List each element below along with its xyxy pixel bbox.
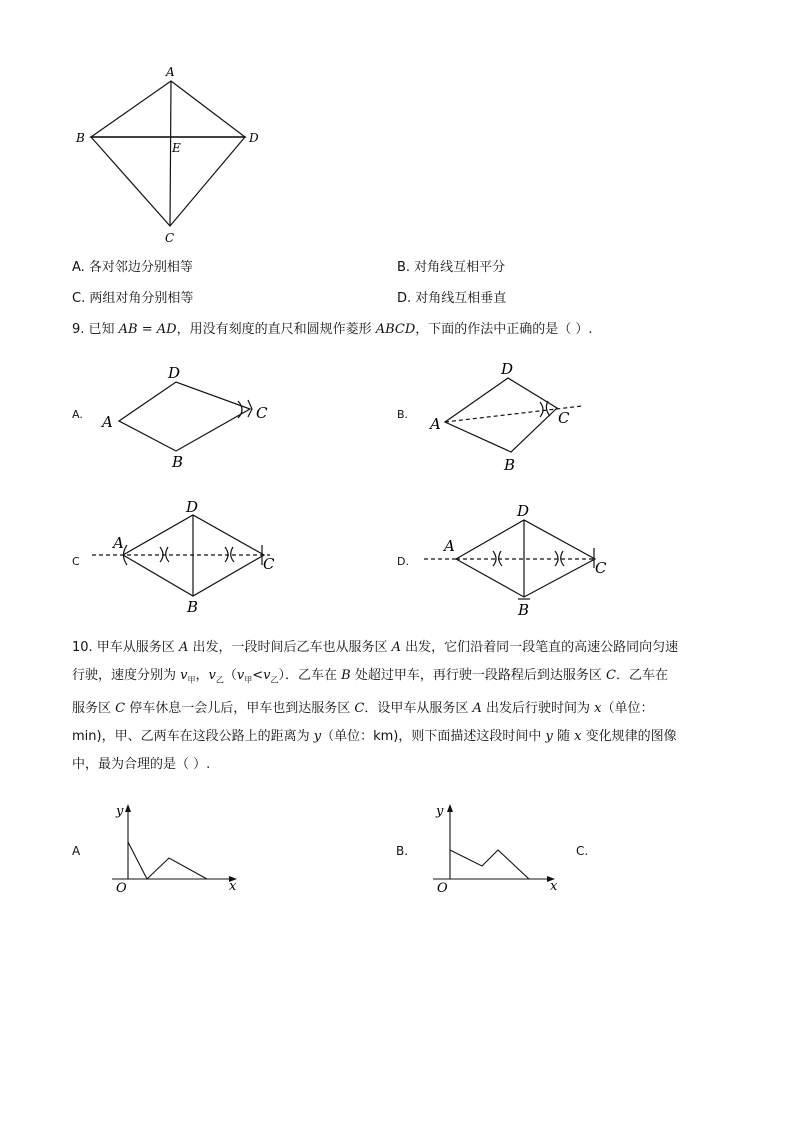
graph-b-x-label: x (550, 879, 558, 894)
q10-var: C (115, 700, 126, 716)
q10-text: 行驶，速度分别为 (72, 668, 181, 683)
q9-text-post: ，下面的作法中正确的是（ ）. (415, 322, 593, 337)
q10-var: v (236, 668, 245, 683)
q10-text: 出发，它们沿着同一段笔直的高速公路同向匀速 (401, 640, 679, 655)
q10-var: v (208, 668, 216, 683)
q9d-label-d: D (517, 502, 530, 520)
q9-number: 9. (72, 322, 85, 337)
q10-subscript: 甲 (244, 675, 253, 685)
q9a-label-a: A (102, 413, 113, 431)
q10-text: 变化规律的图像 (581, 728, 677, 744)
q9-option-b[interactable]: B. (397, 408, 409, 421)
q9b-label-d: D (501, 360, 514, 378)
q10-option-c[interactable]: C. (576, 844, 589, 858)
q10-text: ．乙车在 (615, 668, 668, 683)
q10-text: 出发，一段时间后乙车也从服务区 (188, 640, 392, 655)
q10-text: ．乙车在 (285, 668, 342, 683)
q10-var: C (606, 668, 616, 683)
graph-a-x-label: x (229, 879, 237, 894)
q9c-label-a: A (113, 534, 124, 552)
q9c-label-b: B (187, 598, 199, 616)
q9d-label-c: C (595, 559, 607, 577)
q10-text: ， (195, 668, 209, 683)
q9b-label-b: B (504, 456, 516, 474)
q10-var: y (313, 728, 322, 744)
graph-b-origin: O (437, 881, 448, 896)
graph-a-y-label: y (116, 804, 124, 819)
q10-text: < (252, 668, 264, 683)
q10-text: ） (278, 668, 286, 683)
q9b-label-a: A (430, 415, 441, 433)
q9a-label-c: C (256, 404, 268, 422)
q10-var: C (354, 700, 365, 716)
q10-var: x (594, 700, 602, 716)
q9a-label-b: B (172, 453, 184, 471)
q8-option-b[interactable]: B. 对角线互相平分 (397, 260, 506, 275)
q10-subscript: 乙 (270, 675, 279, 685)
q9b-label-c: C (558, 409, 570, 427)
q10-var: A (391, 640, 401, 655)
q9-option-a[interactable]: A. (72, 408, 83, 421)
fig8-label-e: E (172, 141, 181, 155)
q9c-label-d: D (186, 498, 199, 516)
q9d-label-b: B (518, 601, 530, 619)
graph-a-origin: O (116, 881, 127, 896)
q10-text: （单位：km)，则下面描述这段时间中 (321, 728, 546, 744)
q8-option-d[interactable]: D. 对角线互相垂直 (397, 291, 507, 306)
q10-option-a[interactable]: A (72, 844, 81, 858)
fig8-label-a: A (166, 65, 175, 79)
q9-text-pre: 已知 (84, 322, 119, 337)
graph-b-line (450, 850, 529, 879)
graph-b-y-label: y (436, 804, 444, 819)
q10-text: （单位： (601, 700, 654, 716)
q10-var: x (574, 728, 582, 744)
q10-var: B (341, 668, 351, 683)
q9-equation: AB = AD (118, 322, 177, 337)
q10-var: v (180, 668, 188, 683)
q9-shape: ABCD (375, 322, 416, 337)
q9a-label-d: D (168, 364, 181, 382)
fig8-label-c: C (165, 231, 175, 245)
q10-line-5: 中，最为合理的是（ ）. (72, 756, 211, 772)
q10-subscript: 乙 (215, 675, 224, 685)
fig8-label-d: D (249, 131, 259, 145)
q10-var: v (263, 668, 271, 683)
q9-option-c[interactable]: C (72, 555, 80, 568)
q10-subscript: 甲 (187, 675, 196, 685)
q10-text: 处超过甲车，再行驶一段路程后到达服务区 (350, 668, 606, 683)
q10-var: A (178, 640, 189, 655)
q10-text: 出发后行驶时间为 (481, 700, 595, 716)
q8-option-a[interactable]: A. 各对邻边分别相等 (72, 260, 193, 275)
q10-text: 服务区 (72, 700, 116, 716)
q10-var: y (545, 728, 553, 744)
q10-option-b[interactable]: B. (396, 844, 409, 858)
q10-text: ．设甲车从服务区 (364, 700, 473, 716)
q10-text: 停车休息一会儿后，甲车也到达服务区 (125, 700, 355, 716)
q9-option-d[interactable]: D. (397, 555, 409, 568)
q9d-label-a: A (444, 537, 455, 555)
q10-var: A (472, 700, 482, 716)
q10-text: 10. 甲车从服务区 (72, 640, 179, 655)
q9c-label-c: C (263, 555, 275, 573)
q10-text: min)，甲、乙两车在这段公路上的距离为 (72, 728, 314, 744)
q10-text: （ (223, 668, 237, 683)
q8-option-c[interactable]: C. 两组对角分别相等 (72, 291, 194, 306)
fig8-label-b: B (76, 131, 85, 145)
q10-text: 随 (552, 728, 575, 744)
q9-text-mid: ，用没有刻度的直尺和圆规作菱形 (176, 322, 376, 337)
